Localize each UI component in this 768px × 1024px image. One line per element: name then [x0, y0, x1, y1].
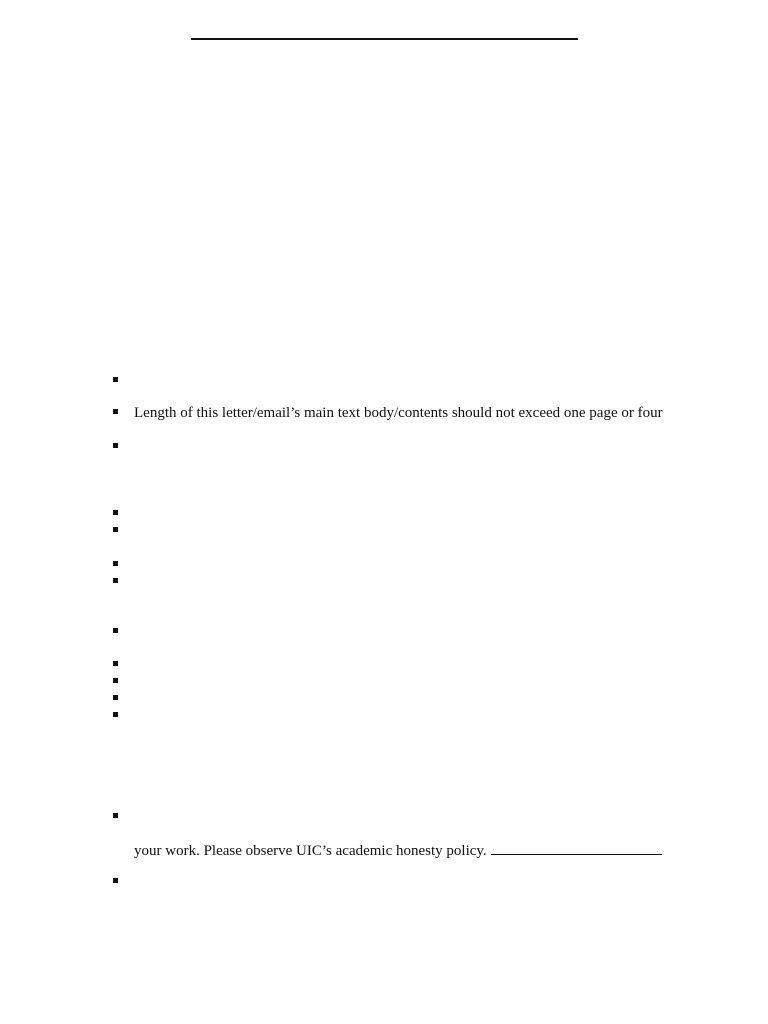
bullet-marker: [113, 561, 118, 566]
bullet-marker: [113, 443, 118, 448]
bullet-marker: [113, 661, 118, 666]
bullet-marker: [113, 409, 118, 414]
bullet-marker: [113, 527, 118, 532]
signature-blank-line: [491, 840, 662, 855]
bullet-marker: [113, 712, 118, 717]
honesty-policy-line: [134, 840, 662, 860]
title-underline: [191, 38, 578, 40]
bullet-marker: [113, 695, 118, 700]
bullet-marker: [113, 878, 118, 883]
bullet-marker: [113, 510, 118, 515]
bullet-marker: [113, 628, 118, 633]
bullet-marker: [113, 578, 118, 583]
length-requirement-text: Length of this letter/email’s main text body/contents should not exceed one page or four: [134, 405, 663, 421]
honesty-policy-text: your work. Please observe UIC’s academic honesty policy.: [134, 843, 487, 859]
bullet-marker: [113, 678, 118, 683]
bullet-marker: [113, 377, 118, 382]
bullet-marker: [113, 813, 118, 818]
